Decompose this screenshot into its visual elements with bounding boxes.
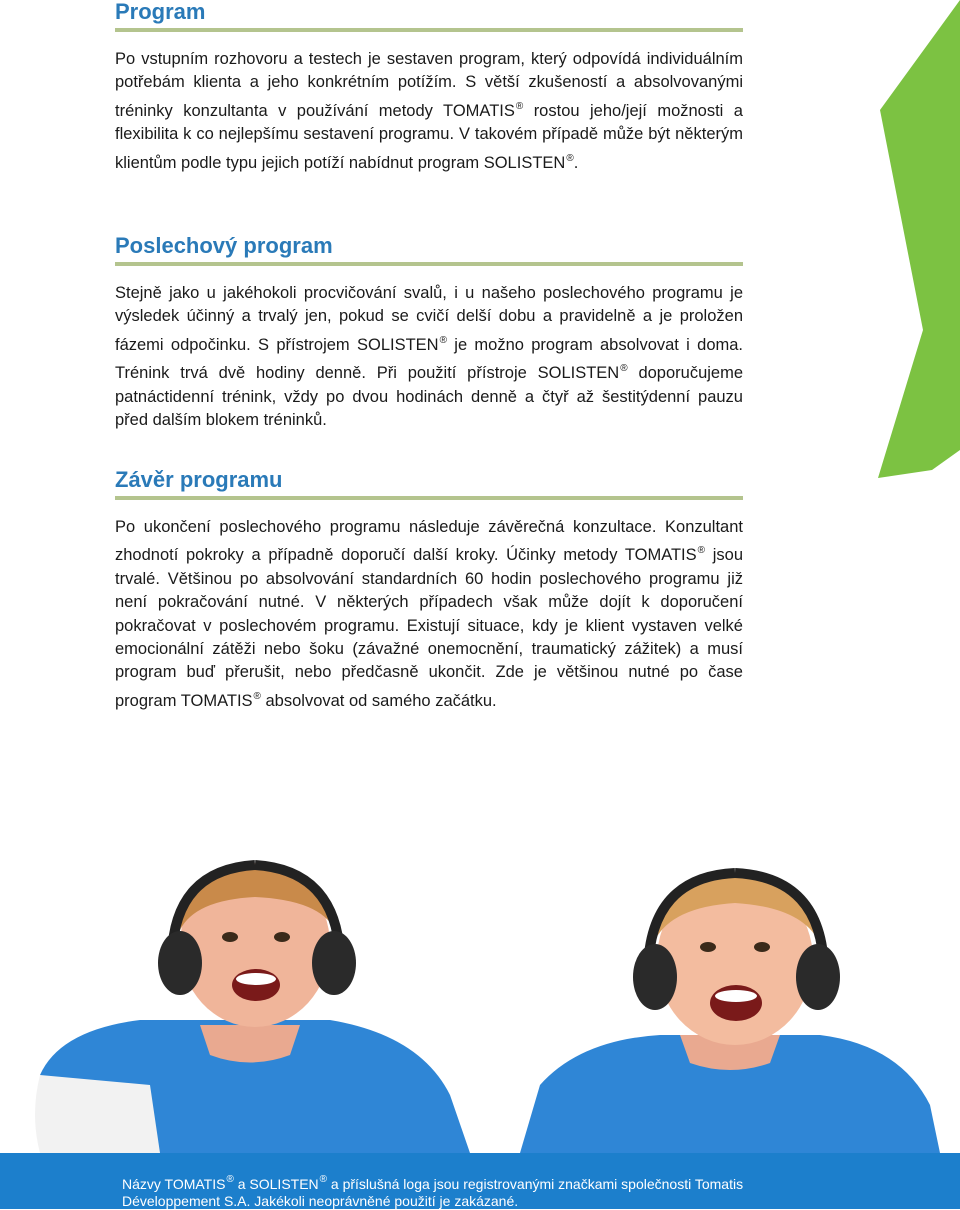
footer-bar (0, 1153, 960, 1209)
section-program (115, 0, 743, 175)
section-conclusion (115, 468, 743, 713)
paragraph-program: Po vstupním rozhovoru a testech je sestaven program, který odpovídá individuálním potřebám klienta a jeho konkrétním potížím. S větší zkušeností a absolvovanými tréninky konzultanta v používání metody TOMATIS® rostou jeho/její možnosti a flexibilita k co nejlepšímu sestavení programu. V takovém případě může být některým klientům podle typu jejich potíží nabídnut program SOLISTEN®. (115, 50, 743, 172)
green-corner-decoration (868, 0, 960, 480)
heading-listening-program: Poslechový program (115, 234, 743, 266)
children-with-headphones-photo (0, 845, 960, 1153)
section-listening-program (115, 234, 743, 432)
child-right (520, 873, 940, 1153)
paragraph-conclusion: Po ukončení poslechového programu následuje závěrečná konzultace. Konzultant zhodnotí pokroky a případně doporučí další kroky. Účinky metody TOMATIS® jsou trvalé. Většinou po absolvování standardních 60 hodin poslechového programu již není pokračování nutné. V některých případech však může dojít k doporučení pokračovat v poslechovém programu. Existují situace, kdy je klient vystaven velké emocionální zátěži nebo šoku (závažné onemocnění, traumatický zážitek) a musí program buď přerušit, nebo předčasně ukončit. Zde je většinou nutné po čase program TOMATIS® absolvovat od samého začátku. (115, 518, 743, 710)
footer-trademark-notice: Názvy TOMATIS® a SOLISTEN® a příslušná loga jsou registrovanými značkami společnosti Tomatis Développement S.A. Jakékoli neoprávněné použití je zakázané. (122, 1174, 744, 1209)
heading-conclusion: Závěr programu (115, 468, 743, 500)
heading-program: Program (115, 0, 743, 32)
child-left (35, 863, 470, 1153)
paragraph-listening-program: Stejně jako u jakéhokoli procvičování svalů, i u našeho poslechového programu je výsledek účinný a trvalý jen, pokud se cvičí delší dobu a pravidelně a je proložen fázemi odpočinku. S přístrojem SOLISTEN® je možno program absolvovat i doma. Trénink trvá dvě hodiny denně. Při použití přístroje SOLISTEN® doporučujeme patnáctidenní trénink, vždy po dvou hodinách denně a čtyř až šestitýdenní pauzu před dalším blokem tréninků. (115, 284, 744, 430)
